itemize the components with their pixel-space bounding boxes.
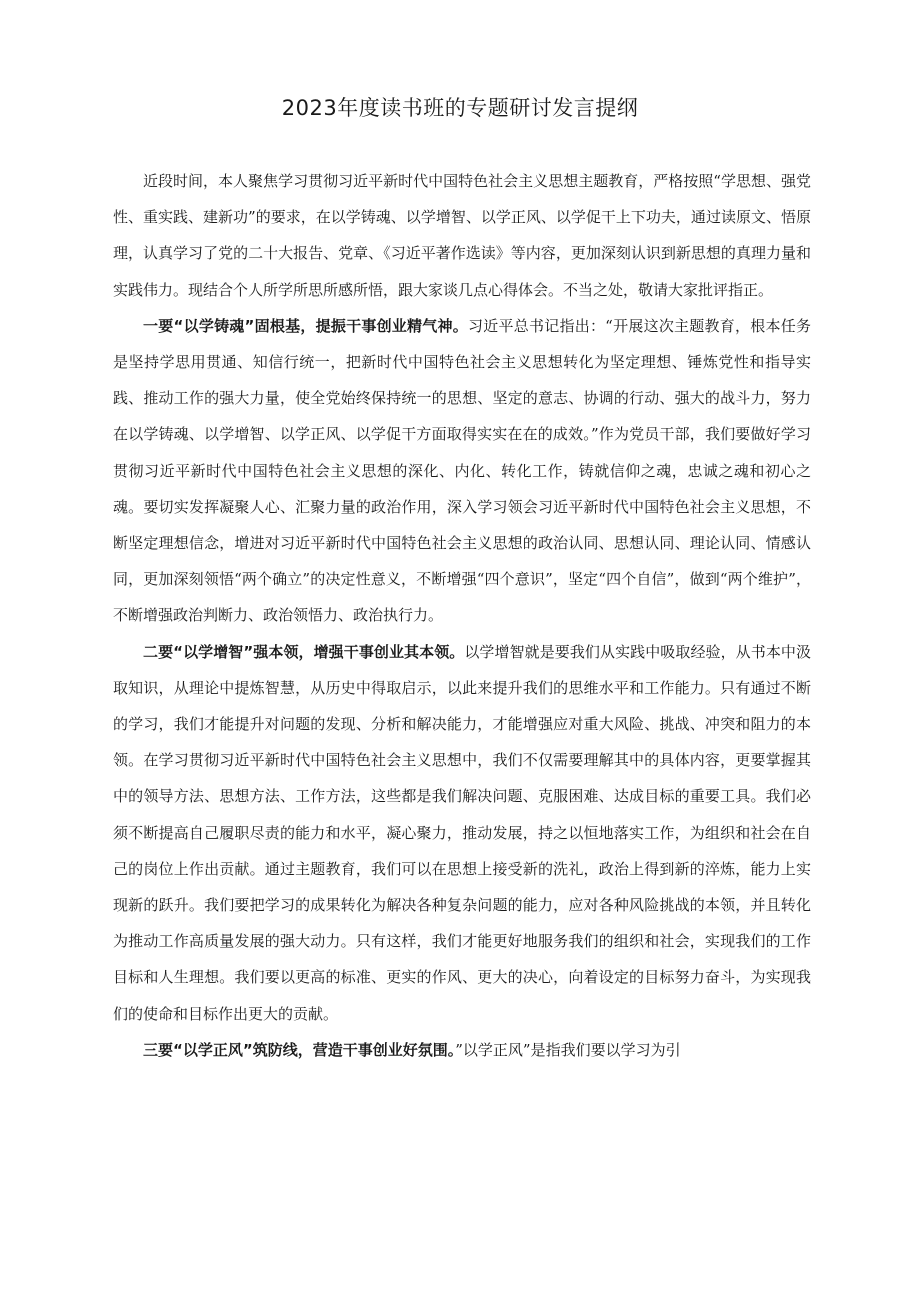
document-body (113, 163, 811, 1068)
section-2-text: 以学增智就是要我们从实践中吸取经验，从书本中汲取知识，从理论中提炼智慧，从历史中得取启示，以此来提升我们的思维水平和工作能力。只有通过不断的学习，我们才能提升对问题的发现、分析和解决能力，才能增强应对重大风险、挑战、冲突和阻力的本领。在学习贯彻习近平新时代中国特色社会主义思想中，我们不仅需要理解其中的具体内容，更要掌握其中的领导方法、思想方法、工作方法，这些都是我们解决问题、克服困难、达成目标的重要工具。我们必须不断提高自己履职尽责的能力和水平，凝心聚力，推动发展，持之以恒地落实工作，为组织和社会在自己的岗位上作出贡献。通过主题教育，我们可以在思想上接受新的洗礼，政治上得到新的淬炼，能力上实现新的跃升。我们要把学习的成果转化为解决各种复杂问题的能力，应对各种风险挑战的本领，并且转化为推动工作高质量发展的强大动力。只有这样，我们才能更好地服务我们的组织和社会，实现我们的工作目标和人生理想。我们要以更高的标准、更实的作风、更大的决心，向着设定的目标努力奋斗，为实现我们的使命和目标作出更大的贡献。 (113, 642, 811, 1023)
section-1-paragraph (113, 308, 811, 634)
section-3-text: ”以学正风”是指我们要以学习为引 (455, 1040, 681, 1059)
document-title: 2023年度读书班的专题研讨发言提纲 (281, 96, 639, 120)
intro-paragraph: 近段时间，本人聚焦学习贯彻习近平新时代中国特色社会主义思想主题教育，严格按照“学思想、强党性、重实践、建新功”的要求，在以学铸魂、以学增智、以学正风、以学促干上下功夫，通过读原文、悟原理，认真学习了党的二十大报告、党章、《习近平著作选读》等内容，更加深刻认识到新思想的真理力量和实践伟力。现结合个人所学所思所感所悟，跟大家谈几点心得体会。不当之处，敬请大家批评指正。 (113, 172, 811, 299)
section-3-paragraph (113, 1032, 811, 1068)
section-1-lead: 一要“以学铸魂”固根基，提振干事创业精气神。 (143, 316, 469, 335)
section-3-lead: 三要“以学正风”筑防线，营造干事创业好氛围。 (143, 1040, 456, 1059)
section-1-text: 习近平总书记指出：“开展这次主题教育，根本任务是坚持学思用贯通、知信行统一，把新时代中国特色社会主义思想转化为坚定理想、锤炼党性和指导实践、推动工作的强大力量，使全党始终保持统一的思想、坚定的意志、协调的行动、强大的战斗力，努力在以学铸魂、以学增智、以学正风、以学促干方面取得实实在在的成效。”作为党员干部，我们要做好学习贯彻习近平新时代中国特色社会主义思想的深化、内化、转化工作，铸就信仰之魂，忠诚之魂和初心之魂。要切实发挥凝聚人心、汇聚力量的政治作用，深入学习领会习近平新时代中国特色社会主义思想，不断坚定理想信念，增进对习近平新时代中国特色社会主义思想的政治认同、思想认同、理论认同、情感认同，更加深刻领悟“两个确立”的决定性意义，不断增强“四个意识”，坚定“四个自信”，做到“两个维护”，不断增强政治判断力、政治领悟力、政治执行力。 (113, 316, 811, 625)
section-2-paragraph (113, 634, 811, 1032)
section-2-lead: 二要“以学增智”强本领，增强干事创业其本领。 (143, 642, 465, 661)
